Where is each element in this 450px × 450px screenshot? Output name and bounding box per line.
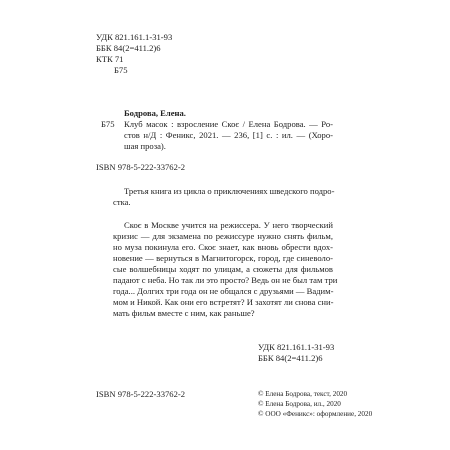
- catalog-line: стов н/Д : Феникс, 2021. — 236, [1] с. : ил. — (Хоро-: [124, 130, 333, 140]
- annotation-line: падают с неба. Но так ли это просто? Ведь он не был там три: [113, 275, 338, 285]
- annotation-line: мом и Никой. Как они его встретят? И захотят ли снова сни-: [113, 297, 334, 307]
- isbn-top: ISBN 978-5-222-33762-2: [96, 162, 186, 172]
- annotation-line: мать фильм вместе с ним, как раньше?: [113, 308, 255, 318]
- top-ktk: КТК 71: [96, 54, 124, 64]
- annotation-line: года... Долгих три года он не общался с друзьями — Вадим-: [113, 286, 334, 296]
- copyright-line: © Елена Бодрова, ил., 2020: [258, 400, 341, 408]
- bottom-bbk: ББК 84(2=411.2)6: [258, 353, 323, 363]
- annotation-line: кризис — для экзамена по режиссуре нужно снять фильм,: [113, 231, 333, 241]
- copyright-line: © Елена Бодрова, текст, 2020: [258, 390, 348, 398]
- annotation-line: Третья книга из цикла о приключениях шведского подро-: [124, 186, 335, 196]
- top-bbk: ББК 84(2=411.2)6: [96, 43, 161, 53]
- catalog-code: Б75: [101, 119, 115, 129]
- annotation-line: но муза покинула его. Скоє знает, как вновь обрести вдох-: [113, 242, 333, 252]
- bottom-udk: УДК 821.161.1-31-93: [258, 342, 335, 352]
- annotation-line: Скоє в Москве учится на режиссера. У него творческий: [124, 220, 333, 230]
- annotation-line: сые волшебницы ходят по улицам, а сюжеты для фильмов: [113, 264, 333, 274]
- top-code: Б75: [114, 65, 128, 75]
- catalog-line: Клуб масок : взросление Скоє / Елена Бодрова. — Ро-: [124, 119, 333, 129]
- catalog-author: Бодрова, Елена.: [124, 108, 186, 118]
- annotation-line: новение — вернуться в Магнитогорск, город, где синеволо-: [113, 253, 333, 263]
- isbn-bottom: ISBN 978-5-222-33762-2: [96, 389, 186, 399]
- top-udk: УДК 821.161.1-31-93: [96, 32, 173, 42]
- catalog-line: шая проза).: [124, 141, 166, 151]
- copyright-line: © ООО «Феникс»: оформление, 2020: [258, 410, 373, 418]
- annotation-line: стка.: [113, 197, 131, 207]
